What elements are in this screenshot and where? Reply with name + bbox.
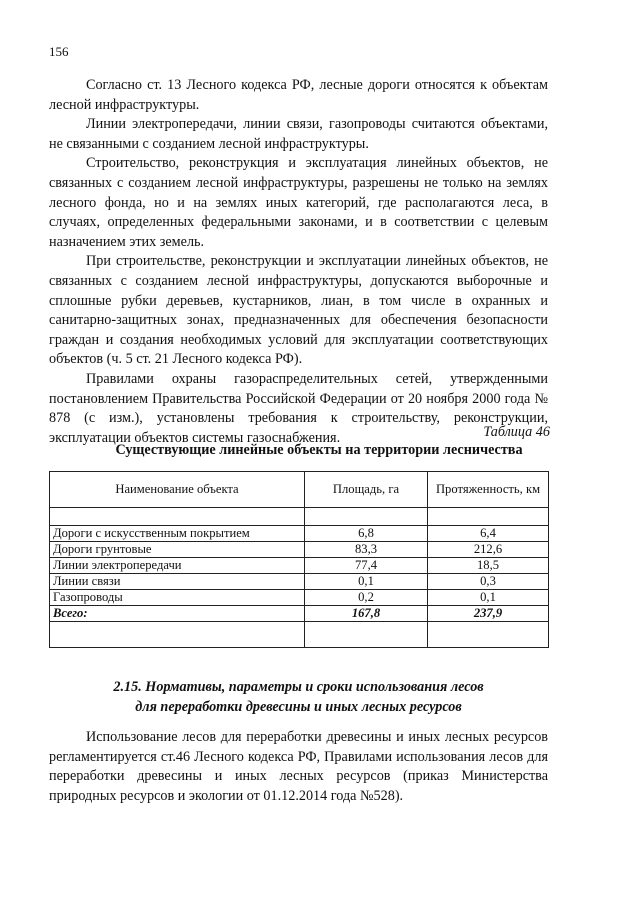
table-row <box>50 558 549 574</box>
table-row <box>50 542 549 558</box>
paragraph: Строительство, реконструкция и эксплуатация линейных объектов, не связанных с созданием лесной инфраструктуры, разрешены не только на землях лесного фонда, но и на землях иных категорий, где располагаются леса, в случаях, определенных федеральными законами, и в соответствии с целевым назначением этих земель. <box>49 155 548 250</box>
paragraph: Согласно ст. 13 Лесного кодекса РФ, лесные дороги относятся к объектам лесной инфраструктуры. <box>49 77 548 113</box>
page-number: 156 <box>49 44 69 59</box>
cell-length: 0,3 <box>428 574 549 590</box>
cell-name: Дороги с искусственным покрытием <box>50 526 305 542</box>
cell-length: 18,5 <box>428 558 549 574</box>
table-total-row <box>50 606 549 622</box>
paragraph: При строительстве, реконструкции и эксплуатации линейных объектов, не связанных с созданием лесной инфраструктуры, допускаются выборочные и сплошные рубки деревьев, кустарников, лиан, в том числе в охранных и санитарно-защитных зонах, предназначенных для обеспечения безопасности граждан и создания необходимых условий для эксплуатации соответствующих объектов (ч. 5 ст. 21 Лесного кодекса РФ). <box>49 253 548 368</box>
body-text <box>49 76 548 448</box>
cell-name: Газопроводы <box>50 590 305 606</box>
paragraph: Использование лесов для переработки древесины и иных лесных ресурсов регламентируется ст.46 Лесного кодекса РФ, Правилами использования лесов для переработки древесины и иных лесных ресурсов (приказ Министерства природных ресурсов и экологии от 01.12.2014 года №528). <box>49 729 548 804</box>
cell-length: 212,6 <box>428 542 549 558</box>
table-row <box>50 526 549 542</box>
header-area: Площадь, га <box>305 472 428 508</box>
cell-area: 0,1 <box>305 574 428 590</box>
cell-area: 77,4 <box>305 558 428 574</box>
cell-area: 6,8 <box>305 526 428 542</box>
cell-total-area: 167,8 <box>305 606 428 622</box>
table-spacer-row <box>50 508 549 526</box>
cell-total-length: 237,9 <box>428 606 549 622</box>
section-text <box>49 728 548 806</box>
table-row <box>50 574 549 590</box>
cell-total-label: Всего: <box>50 606 305 622</box>
table-header-row <box>50 472 549 508</box>
table-filler-row <box>50 622 549 648</box>
cell-name: Линии электропередачи <box>50 558 305 574</box>
paragraph: Линии электропередачи, линии связи, газопроводы считаются объектами, не связанными с созданием лесной инфраструктуры. <box>49 116 548 152</box>
cell-name: Дороги грунтовые <box>50 542 305 558</box>
section-heading: 2.15. Нормативы, параметры и сроки использования лесов для переработки древесины и иных лесных ресурсов <box>113 679 484 715</box>
table-row <box>50 590 549 606</box>
table-label: Таблица 46 <box>483 424 550 440</box>
header-length: Протяженность, км <box>428 472 549 508</box>
table-title: Существующие линейные объекты на территории лесничества <box>115 442 523 458</box>
cell-name: Линии связи <box>50 574 305 590</box>
cell-area: 83,3 <box>305 542 428 558</box>
cell-length: 0,1 <box>428 590 549 606</box>
cell-area: 0,2 <box>305 590 428 606</box>
header-name: Наименование объекта <box>50 472 305 508</box>
paragraph: Правилами охраны газораспределительных сетей, утвержденными постановлением Правительства Российской Федерации от 20 ноября 2000 года № 878 (с изм.), установлены требования к строительству, реконструкции, эксплуатации объектов системы газоснабжения. <box>49 370 548 446</box>
cell-length: 6,4 <box>428 526 549 542</box>
linear-objects-table <box>49 471 549 648</box>
